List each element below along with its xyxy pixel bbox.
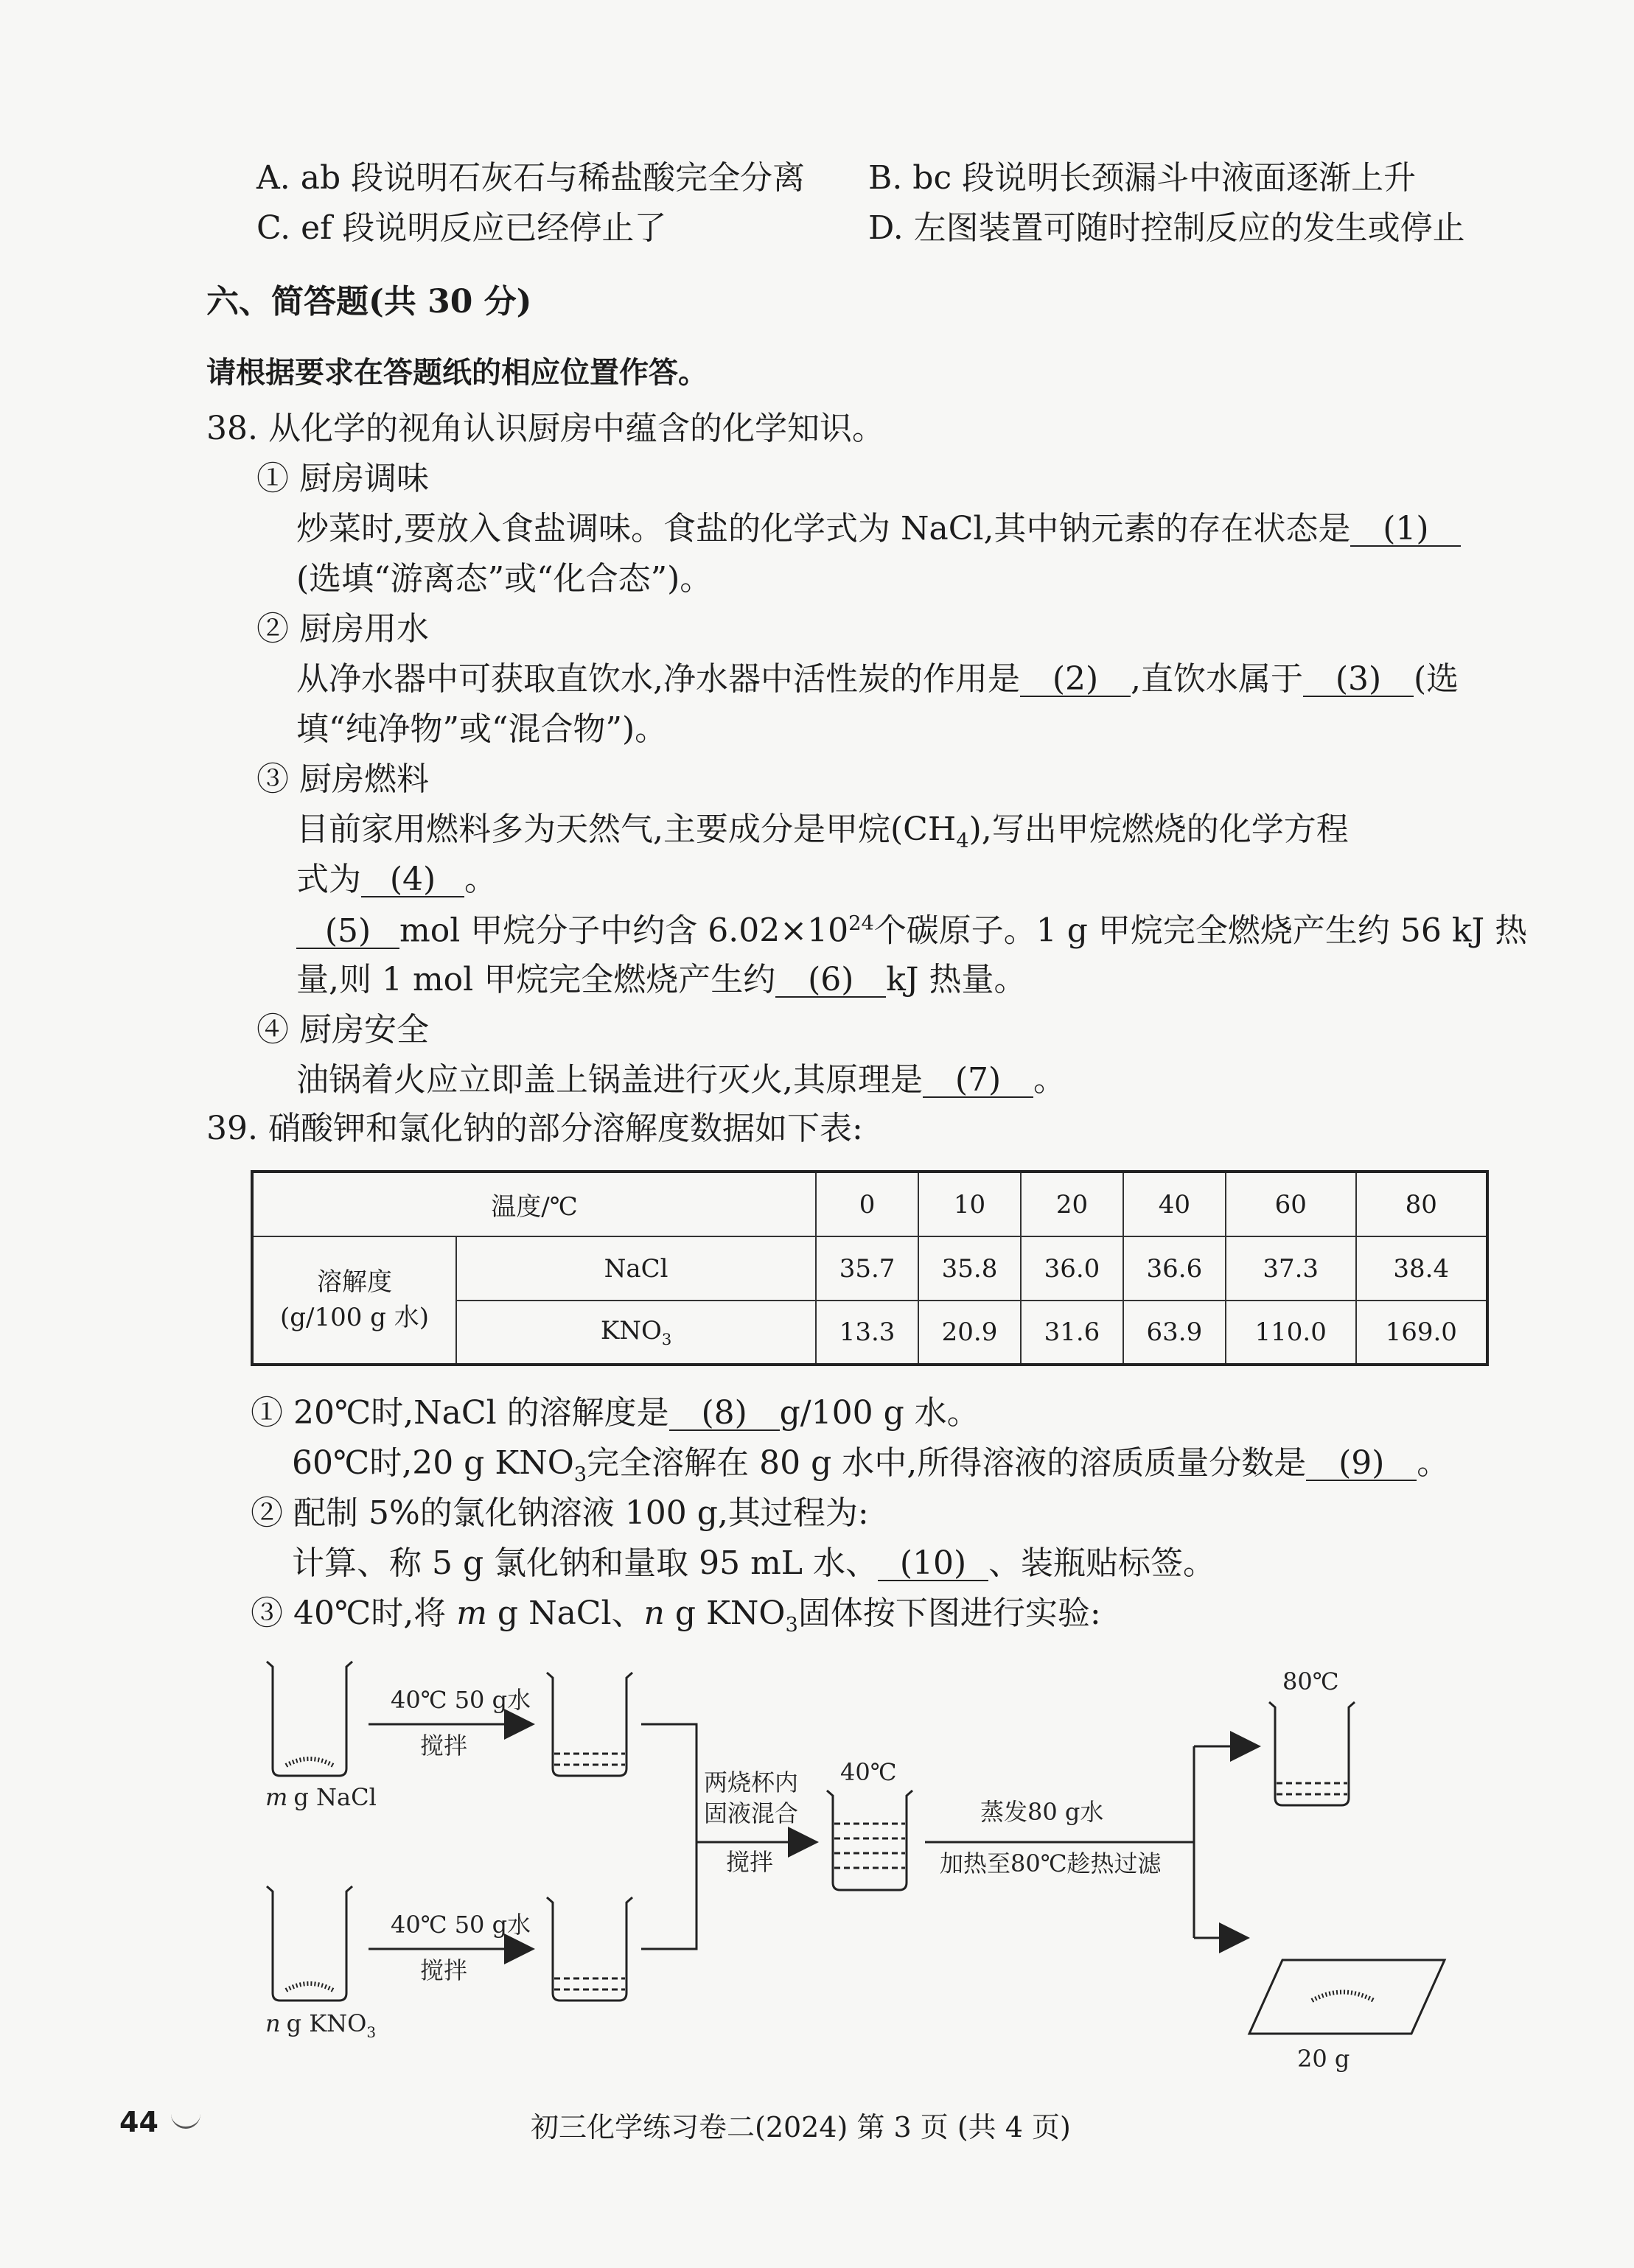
section-title: 六、简答题(共 30 分) xyxy=(206,283,532,321)
arrow-merge xyxy=(641,1724,696,1949)
table-cell: 20.9 xyxy=(918,1301,1021,1365)
solubility-unit: (g/100 g 水) xyxy=(279,1302,430,1332)
filter-paper xyxy=(1249,1960,1445,2034)
label-mass-20g: 20 g xyxy=(1297,2045,1350,2073)
q39-stem: 39. 硝酸钾和氯化钠的部分溶解度数据如下表: xyxy=(206,1110,863,1147)
answer-blank-9: (9) xyxy=(1306,1447,1417,1481)
q39-sub3-var-m: m xyxy=(456,1595,487,1632)
label-evaporate: 蒸发80 g水 xyxy=(980,1798,1104,1826)
q39-sub1-sentence-b: g/100 g 水。 xyxy=(779,1394,980,1432)
table-cell: 37.3 xyxy=(1226,1236,1356,1301)
kno3-label: KNO xyxy=(600,1316,662,1346)
q39-sub3-var-n: n xyxy=(643,1595,665,1632)
label-water-1: 40℃ 50 g水 xyxy=(391,1686,531,1714)
q38-part3-sentence-d: 个碳原子。1 g 甲烷完全燃烧产生约 56 kJ 热 xyxy=(873,911,1528,950)
q39-sub2-line1: ② 配制 5%的氯化钠溶液 100 g,其过程为: xyxy=(251,1494,869,1532)
label-nacl xyxy=(265,1783,377,1811)
page-number: 44 xyxy=(119,2106,158,2138)
label-stir-2: 搅拌 xyxy=(420,1956,468,1984)
label-water-2: 40℃ 50 g水 xyxy=(391,1911,531,1939)
q39-sub3-subscript: 3 xyxy=(785,1613,798,1637)
answer-blank-6: (6) xyxy=(775,964,886,998)
label-mix-1: 两烧杯内 xyxy=(704,1768,799,1796)
q39-sub3-sentence-d: 固体按下图进行实验: xyxy=(797,1595,1101,1632)
table-cell: 38.4 xyxy=(1356,1236,1487,1301)
q38-part1-sentence: 炒菜时,要放入食盐调味。食盐的化学式为 NaCl,其中钠元素的存在状态是 xyxy=(296,510,1351,547)
q38-part3-sentence-f: kJ 热量。 xyxy=(886,961,1027,998)
table-cell: 169.0 xyxy=(1356,1301,1487,1365)
q38-part2-hint: 填“纯净物”或“混合物”)。 xyxy=(296,710,668,748)
q39-sub1-period: 。 xyxy=(1417,1444,1450,1482)
table-cell: 36.0 xyxy=(1021,1236,1123,1301)
solubility-label: 溶解度 xyxy=(317,1267,392,1297)
option-d: D. 左图装置可随时控制反应的发生或停止 xyxy=(868,209,1465,247)
q38-part4-sentence: 油锅着火应立即盖上锅盖进行灭火,其原理是 xyxy=(296,1061,923,1099)
beaker-mixed xyxy=(827,1791,912,1890)
q38-part3-sentence-e: 量,则 1 mol 甲烷完全燃烧产生约 xyxy=(296,961,776,998)
table-cell: 35.7 xyxy=(816,1236,918,1301)
temp-label-cell: 温度/℃ xyxy=(252,1172,816,1236)
table-cell: 35.8 xyxy=(918,1236,1021,1301)
answer-blank-4: (4) xyxy=(361,864,464,897)
q38-part4-period: 。 xyxy=(1033,1061,1066,1099)
table-cell: 31.6 xyxy=(1021,1301,1123,1365)
answer-blank-10: (10) xyxy=(878,1547,988,1581)
q38-part3-formula-label: 式为 xyxy=(296,861,361,898)
label-heat-filter: 加热至80℃趁热过滤 xyxy=(940,1849,1162,1877)
q38-part2-sentence-b: ,直饮水属于 xyxy=(1130,660,1303,698)
q38-part3-period: 。 xyxy=(464,861,497,898)
q39-sub2-sentence-c: 、装瓶贴标签。 xyxy=(988,1544,1216,1582)
temp-cell: 60 xyxy=(1226,1172,1356,1236)
label-var-n: n xyxy=(265,2009,281,2037)
answer-blank-3: (3) xyxy=(1303,663,1414,697)
page-footer: 初三化学练习卷二(2024) 第 3 页 (共 4 页) xyxy=(531,2111,1071,2143)
label-kno3-text: g KNO xyxy=(286,2009,367,2037)
table-cell: 110.0 xyxy=(1226,1301,1356,1365)
label-mix-2: 固液混合 xyxy=(704,1799,799,1827)
q39-sub1-sentence-c: 60℃时,20 g KNO xyxy=(292,1444,574,1482)
q38-part3-sentence-a: 目前家用燃料多为天然气,主要成分是甲烷(CH xyxy=(296,811,957,848)
nacl-label-cell: NaCl xyxy=(456,1236,816,1301)
beaker-kno3-solid xyxy=(267,1886,352,2001)
temp-cell: 40 xyxy=(1123,1172,1226,1236)
q38-part3-subscript: 4 xyxy=(956,829,969,853)
beaker-nacl-solid xyxy=(267,1662,352,1776)
q39-sub2-sentence-b: 计算、称 5 g 氯化钠和量取 95 mL 水、 xyxy=(292,1544,879,1582)
temp-cell: 0 xyxy=(816,1172,918,1236)
answer-blank-2: (2) xyxy=(1020,663,1131,697)
beaker-nacl-solution xyxy=(547,1673,632,1776)
q39-sub1-sentence-a: ① 20℃时,NaCl 的溶解度是 xyxy=(251,1394,669,1432)
q39-sub3-sentence-a: ③ 40℃时,将 xyxy=(251,1595,447,1632)
q38-stem: 38. 从化学的视角认识厨房中蕴含的化学知识。 xyxy=(206,410,884,447)
answer-blank-5: (5) xyxy=(296,915,399,949)
label-var-m: m xyxy=(265,1783,288,1811)
q38-part3-sentence-c: mol 甲烷分子中约含 6.02×10 xyxy=(399,911,849,950)
beaker-kno3-solution xyxy=(547,1897,632,2001)
q38-part1-title: ① 厨房调味 xyxy=(256,460,429,497)
label-stir-1: 搅拌 xyxy=(420,1732,468,1760)
temp-cell: 20 xyxy=(1021,1172,1123,1236)
label-temp-80: 80℃ xyxy=(1282,1667,1339,1695)
option-c: C. ef 段说明反应已经停止了 xyxy=(256,209,667,247)
answer-blank-8: (8) xyxy=(669,1397,780,1431)
table-cell: 36.6 xyxy=(1123,1236,1226,1301)
q39-sub3-sentence-c: g KNO xyxy=(674,1595,786,1632)
option-a: A. ab 段说明石灰石与稀盐酸完全分离 xyxy=(256,159,806,197)
q38-part3-sentence-b: ),写出甲烷燃烧的化学方程 xyxy=(968,811,1349,848)
temp-cell: 10 xyxy=(918,1172,1021,1236)
q38-part3-superscript: 24 xyxy=(848,912,874,935)
temp-cell: 80 xyxy=(1356,1172,1487,1236)
q39-sub3-sentence-b: g NaCl、 xyxy=(497,1595,644,1632)
beaker-filtrate xyxy=(1269,1702,1355,1805)
q38-part2-title: ② 厨房用水 xyxy=(256,610,429,648)
q38-part3-title: ③ 厨房燃料 xyxy=(256,760,429,798)
table-cell: 63.9 xyxy=(1123,1301,1226,1365)
label-mix-3: 搅拌 xyxy=(726,1848,774,1876)
label-nacl-text: g NaCl xyxy=(293,1783,377,1811)
instruction: 请根据要求在答题纸的相应位置作答。 xyxy=(206,355,708,390)
label-temp-40: 40℃ xyxy=(840,1758,897,1786)
table-cell: 13.3 xyxy=(816,1301,918,1365)
option-b: B. bc 段说明长颈漏斗中液面逐渐上升 xyxy=(868,159,1417,197)
answer-blank-1: (1) xyxy=(1350,513,1461,547)
q38-part4-title: ④ 厨房安全 xyxy=(256,1011,429,1049)
kno3-subscript: 3 xyxy=(661,1329,672,1348)
q39-sub1-sentence-d: 完全溶解在 80 g 水中,所得溶液的溶质质量分数是 xyxy=(587,1444,1307,1482)
label-kno3 xyxy=(265,2009,376,2041)
q38-part1-hint: (选填“游离态”或“化合态”)。 xyxy=(296,560,713,598)
q38-part2-sentence-a: 从净水器中可获取直饮水,净水器中活性炭的作用是 xyxy=(296,660,1020,698)
answer-blank-7: (7) xyxy=(923,1064,1033,1098)
q39-sub1-subscript: 3 xyxy=(573,1463,587,1486)
label-kno3-subscript: 3 xyxy=(366,2023,377,2041)
q38-part2-sentence-c: (选 xyxy=(1413,660,1459,698)
